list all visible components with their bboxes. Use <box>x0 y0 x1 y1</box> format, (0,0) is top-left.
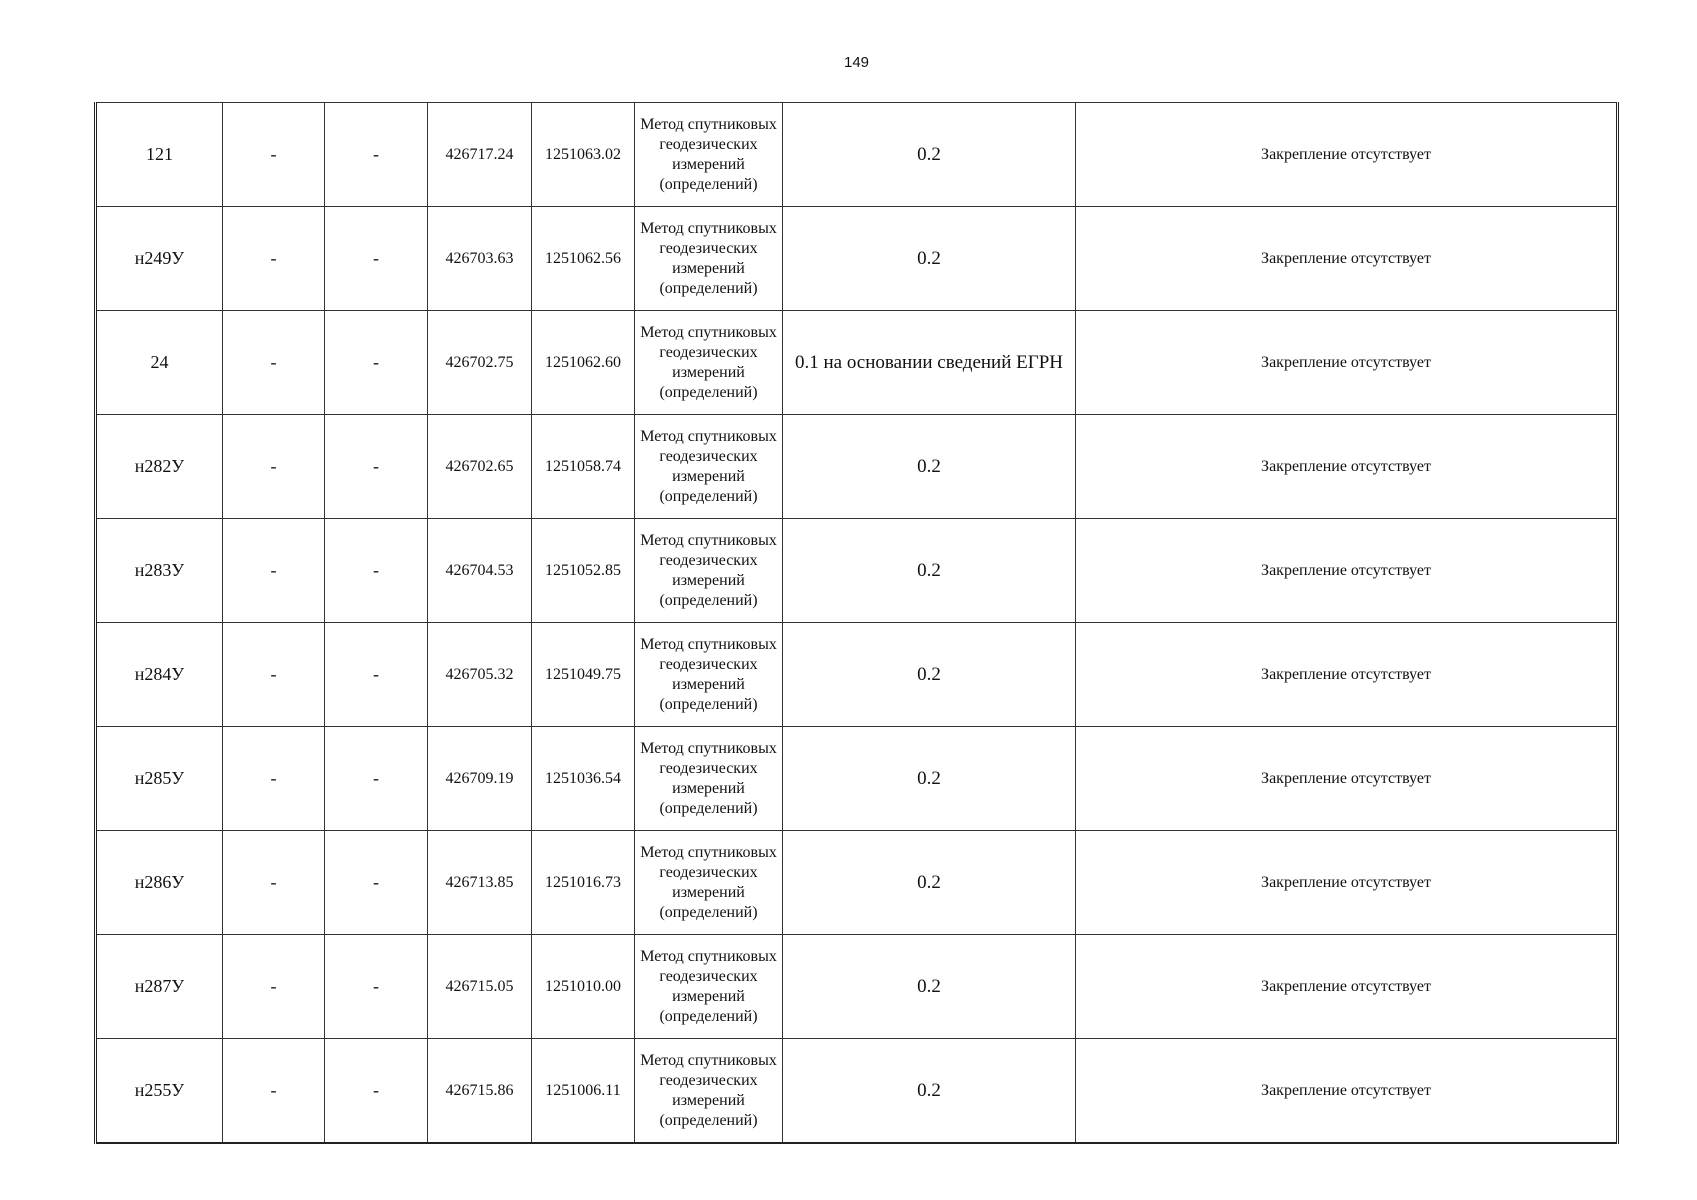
dash-cell: - <box>325 623 428 727</box>
dash-cell: - <box>223 415 325 519</box>
method-cell: Метод спутниковых геодезических измерений (определений) <box>635 623 783 727</box>
x-coordinate-cell: 426715.86 <box>428 1039 532 1144</box>
table-body <box>96 103 1618 1144</box>
fixation-cell: Закрепление отсутствует <box>1076 831 1618 935</box>
fixation-cell: Закрепление отсутствует <box>1076 623 1618 727</box>
accuracy-cell: 0.1 на основании сведений ЕГРН <box>783 311 1076 415</box>
y-coordinate-cell: 1251016.73 <box>532 831 635 935</box>
y-coordinate-cell: 1251010.00 <box>532 935 635 1039</box>
dash-cell: - <box>223 727 325 831</box>
fixation-cell: Закрепление отсутствует <box>1076 311 1618 415</box>
x-coordinate-cell: 426713.85 <box>428 831 532 935</box>
y-coordinate-cell: 1251052.85 <box>532 519 635 623</box>
point-name-cell: 24 <box>96 311 223 415</box>
accuracy-cell: 0.2 <box>783 831 1076 935</box>
table-row <box>96 103 1618 207</box>
x-coordinate-cell: 426703.63 <box>428 207 532 311</box>
method-cell: Метод спутниковых геодезических измерений (определений) <box>635 415 783 519</box>
table-row <box>96 1039 1618 1144</box>
fixation-cell: Закрепление отсутствует <box>1076 935 1618 1039</box>
dash-cell: - <box>223 831 325 935</box>
point-name-cell: н249У <box>96 207 223 311</box>
coordinates-table-container <box>94 102 1616 1144</box>
accuracy-cell: 0.2 <box>783 103 1076 207</box>
y-coordinate-cell: 1251063.02 <box>532 103 635 207</box>
fixation-cell: Закрепление отсутствует <box>1076 1039 1618 1144</box>
dash-cell: - <box>223 207 325 311</box>
point-name-cell: н284У <box>96 623 223 727</box>
accuracy-cell: 0.2 <box>783 519 1076 623</box>
method-cell: Метод спутниковых геодезических измерений (определений) <box>635 1039 783 1144</box>
x-coordinate-cell: 426709.19 <box>428 727 532 831</box>
point-name-cell: н287У <box>96 935 223 1039</box>
method-cell: Метод спутниковых геодезических измерений (определений) <box>635 207 783 311</box>
table-row <box>96 311 1618 415</box>
dash-cell: - <box>223 103 325 207</box>
table-row <box>96 415 1618 519</box>
x-coordinate-cell: 426702.75 <box>428 311 532 415</box>
point-name-cell: н285У <box>96 727 223 831</box>
point-name-cell: н286У <box>96 831 223 935</box>
accuracy-cell: 0.2 <box>783 935 1076 1039</box>
y-coordinate-cell: 1251006.11 <box>532 1039 635 1144</box>
fixation-cell: Закрепление отсутствует <box>1076 519 1618 623</box>
table-row <box>96 727 1618 831</box>
method-cell: Метод спутниковых геодезических измерений (определений) <box>635 727 783 831</box>
y-coordinate-cell: 1251062.56 <box>532 207 635 311</box>
dash-cell: - <box>325 311 428 415</box>
table-row <box>96 519 1618 623</box>
accuracy-cell: 0.2 <box>783 1039 1076 1144</box>
page-number: 149 <box>843 54 870 71</box>
method-cell: Метод спутниковых геодезических измерений (определений) <box>635 935 783 1039</box>
y-coordinate-cell: 1251036.54 <box>532 727 635 831</box>
accuracy-cell: 0.2 <box>783 415 1076 519</box>
point-name-cell: н283У <box>96 519 223 623</box>
dash-cell: - <box>325 1039 428 1144</box>
dash-cell: - <box>223 1039 325 1144</box>
dash-cell: - <box>325 935 428 1039</box>
fixation-cell: Закрепление отсутствует <box>1076 207 1618 311</box>
x-coordinate-cell: 426702.65 <box>428 415 532 519</box>
fixation-cell: Закрепление отсутствует <box>1076 415 1618 519</box>
table-row <box>96 935 1618 1039</box>
method-cell: Метод спутниковых геодезических измерений (определений) <box>635 103 783 207</box>
x-coordinate-cell: 426717.24 <box>428 103 532 207</box>
point-name-cell: 121 <box>96 103 223 207</box>
x-coordinate-cell: 426704.53 <box>428 519 532 623</box>
y-coordinate-cell: 1251062.60 <box>532 311 635 415</box>
dash-cell: - <box>325 103 428 207</box>
y-coordinate-cell: 1251049.75 <box>532 623 635 727</box>
method-cell: Метод спутниковых геодезических измерений (определений) <box>635 311 783 415</box>
table-row <box>96 831 1618 935</box>
y-coordinate-cell: 1251058.74 <box>532 415 635 519</box>
dash-cell: - <box>325 831 428 935</box>
accuracy-cell: 0.2 <box>783 623 1076 727</box>
accuracy-cell: 0.2 <box>783 727 1076 831</box>
dash-cell: - <box>325 519 428 623</box>
method-cell: Метод спутниковых геодезических измерений (определений) <box>635 831 783 935</box>
table-row <box>96 623 1618 727</box>
dash-cell: - <box>223 935 325 1039</box>
dash-cell: - <box>325 727 428 831</box>
fixation-cell: Закрепление отсутствует <box>1076 103 1618 207</box>
accuracy-cell: 0.2 <box>783 207 1076 311</box>
dash-cell: - <box>325 415 428 519</box>
dash-cell: - <box>325 207 428 311</box>
x-coordinate-cell: 426705.32 <box>428 623 532 727</box>
fixation-cell: Закрепление отсутствует <box>1076 727 1618 831</box>
coordinates-table <box>94 102 1619 1144</box>
point-name-cell: н255У <box>96 1039 223 1144</box>
method-cell: Метод спутниковых геодезических измерений (определений) <box>635 519 783 623</box>
x-coordinate-cell: 426715.05 <box>428 935 532 1039</box>
dash-cell: - <box>223 623 325 727</box>
dash-cell: - <box>223 519 325 623</box>
point-name-cell: н282У <box>96 415 223 519</box>
table-row <box>96 207 1618 311</box>
dash-cell: - <box>223 311 325 415</box>
